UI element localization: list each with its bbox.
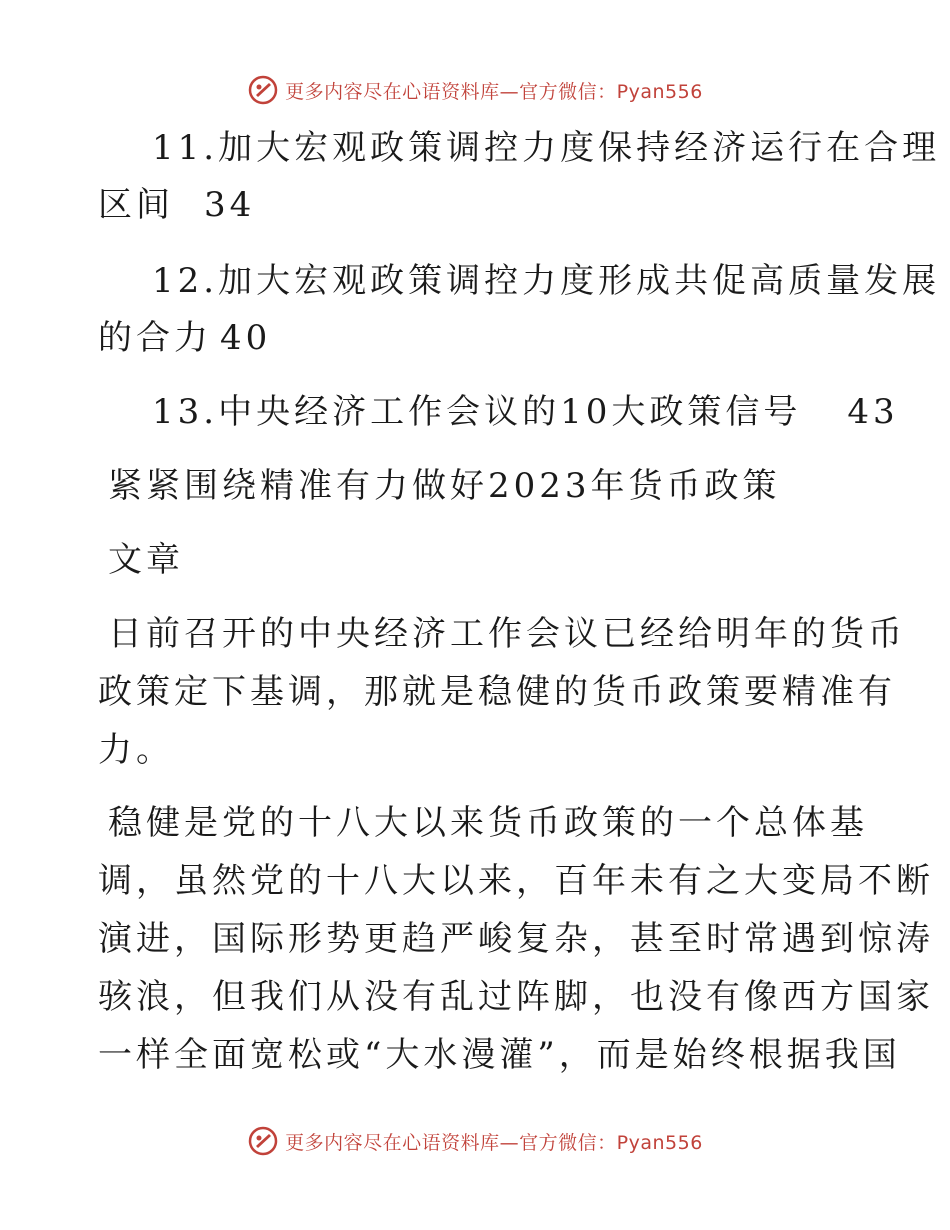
paragraph-line: 稳健是党的十八大以来货币政策的一个总体基 — [108, 803, 868, 843]
footer-watermark-banner — [0, 1121, 950, 1161]
toc-entry-12-cont[interactable]: 的合力 40 — [98, 318, 272, 358]
paragraph-line: 政策定下基调，那就是稳健的货币政策要精准有 — [98, 672, 896, 712]
brand-logo-icon — [247, 1125, 279, 1157]
article-subtitle: 文章 — [108, 540, 184, 580]
header-watermark-banner — [0, 70, 950, 110]
toc-page-number: 43 — [847, 392, 899, 432]
paragraph-line: 力。 — [98, 730, 174, 770]
paragraph-line: 演进，国际形势更趋严峻复杂，甚至时常遇到惊涛 — [98, 919, 934, 959]
toc-entry-12[interactable]: 12.加大宏观政策调控力度形成共促高质量发展 — [152, 261, 941, 301]
toc-entry-11[interactable]: 11.加大宏观政策调控力度保持经济运行在合理 — [152, 128, 941, 168]
header-banner-text: 更多内容尽在心语资料库—官方微信：Pyan556 — [285, 80, 703, 103]
toc-page-number: 34 — [204, 185, 256, 225]
article-title: 紧紧围绕精准有力做好2023年货币政策 — [108, 466, 781, 506]
footer-banner-text: 更多内容尽在心语资料库—官方微信：Pyan556 — [285, 1131, 703, 1154]
paragraph-line: 一样全面宽松或“大水漫灌”，而是始终根据我国 — [98, 1035, 901, 1075]
toc-page-number: 40 — [220, 318, 272, 358]
brand-logo-icon — [247, 74, 279, 106]
toc-entry-13[interactable]: 13.中央经济工作会议的10大政策信号 43 — [152, 392, 899, 432]
paragraph-line: 日前召开的中央经济工作会议已经给明年的货币 — [108, 614, 906, 654]
paragraph-line: 骇浪，但我们从没有乱过阵脚，也没有像西方国家 — [98, 977, 934, 1017]
toc-entry-11-cont[interactable]: 区间 34 — [98, 185, 256, 225]
paragraph-line: 调，虽然党的十八大以来，百年未有之大变局不断 — [98, 861, 934, 901]
